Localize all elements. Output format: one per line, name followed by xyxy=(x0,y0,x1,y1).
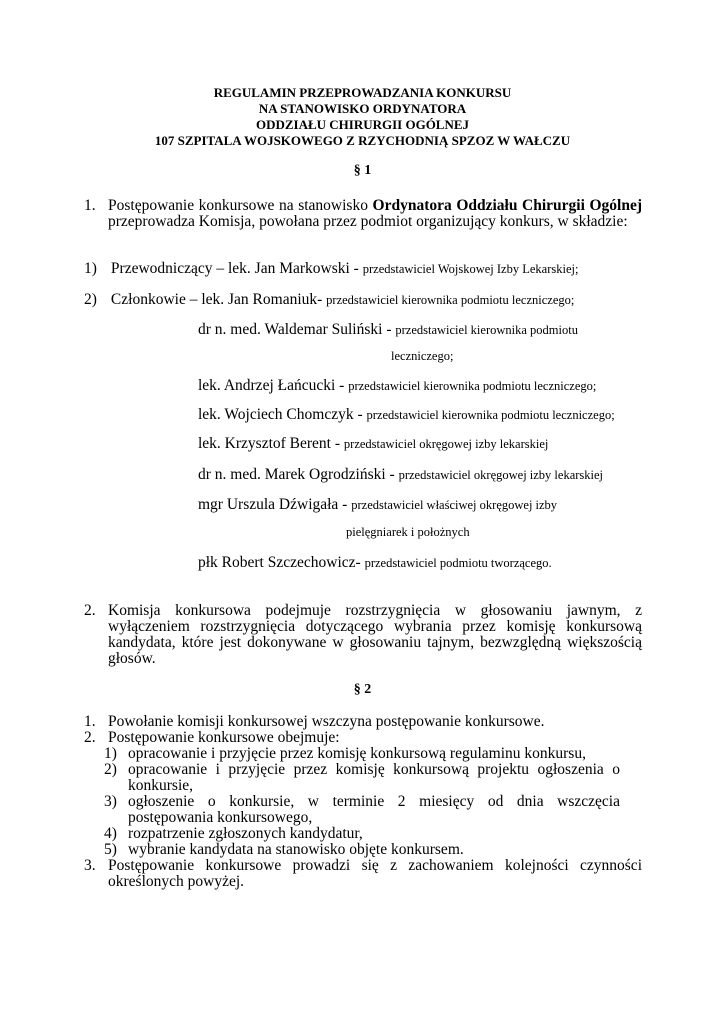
item-text: opracowanie i przyjęcie przez komisję konkursową regulaminu konkursu, xyxy=(128,745,586,762)
section-1-heading: § 1 xyxy=(353,163,372,178)
item-number: 2) xyxy=(104,761,117,778)
member-name: lek. Andrzej Łańcucki - xyxy=(198,377,349,394)
item-number: 1. xyxy=(84,713,96,730)
member-row xyxy=(198,377,596,395)
item-number: 1) xyxy=(84,260,97,277)
item-text: opracowanie i przyjęcie przez komisję konkursową projektu ogłoszenia o konkursie, xyxy=(128,761,620,794)
member-role: przedstawiciel podmiotu tworzącego. xyxy=(364,556,552,570)
chair-name: Przewodniczący – lek. Jan Markowski - xyxy=(110,260,363,277)
member-row xyxy=(198,466,603,484)
title-line: NA STANOWISKO ORDYNATORA xyxy=(258,101,467,116)
member-row xyxy=(198,435,548,453)
item-number: 2. xyxy=(84,729,96,746)
member-role: przedstawiciel kierownika podmiotu leczniczego; xyxy=(348,379,597,393)
item-text: rozpatrzenie zgłoszonych kandydatur, xyxy=(128,825,363,842)
item-number: 4) xyxy=(104,825,117,842)
member-name: dr n. med. Marek Ogrodziński - xyxy=(198,466,399,483)
chair-role: przedstawiciel Wojskowej Izby Lekarskiej; xyxy=(362,262,579,276)
member-role-continued: leczniczego; xyxy=(391,349,454,363)
committee-chair xyxy=(84,260,578,278)
text-run: Postępowanie konkursowe na stanowisko xyxy=(108,197,373,214)
item-text: ogłoszenie o konkursie, w terminie 2 miesięcy od dnia wszczęcia postępowania konkursowego, xyxy=(128,793,620,826)
member-role: przedstawiciel właściwej okręgowej izby xyxy=(351,498,558,512)
item-text: wybranie kandydata na stanowisko objęte konkursem. xyxy=(128,841,464,858)
item-text: Powołanie komisji konkursowej wszczyna postępowanie konkursowe. xyxy=(108,713,545,730)
member-name: lek. Wojciech Chomczyk - xyxy=(198,406,367,423)
paragraph-number: 2. xyxy=(84,602,96,619)
item-text: Postępowanie konkursowe obejmuje: xyxy=(108,729,340,746)
paragraph-2 xyxy=(84,603,642,667)
member-role: przedstawiciel okręgowej izby lekarskiej xyxy=(343,437,549,451)
member-name: mgr Urszula Dźwigała - xyxy=(198,496,352,513)
member-row xyxy=(198,554,552,572)
paragraph-text xyxy=(108,198,642,230)
member-name: płk Robert Szczechowicz- xyxy=(198,554,365,571)
paragraph-text: Komisja konkursowa podejmuje rozstrzygnięcia w głosowaniu jawnym, z wyłączeniem rozstrzygnięcia dotyczącego wybrania przez komisję konkursową kandydata, które jest dokonywane w głosowaniu tajnym, bezwzględną większością głosów. xyxy=(108,602,642,667)
item-number: 1) xyxy=(104,745,117,762)
member-role: przedstawiciel kierownika podmiotu leczniczego; xyxy=(366,408,615,422)
committee-members-head xyxy=(84,291,574,309)
document-title xyxy=(0,85,725,149)
member-name: Członkowie – lek. Jan Romaniuk- xyxy=(110,291,327,308)
paragraph-number: 1. xyxy=(84,197,96,214)
item-number: 5) xyxy=(104,841,117,858)
member-name: dr n. med. Waldemar Suliński - xyxy=(198,321,396,338)
section-2-heading: § 2 xyxy=(353,682,372,697)
member-name: lek. Krzysztof Berent - xyxy=(198,435,344,452)
paragraph-1 xyxy=(84,198,642,230)
member-role-continued: pielęgniarek i położnych xyxy=(346,525,470,539)
title-line: REGULAMIN PRZEPROWADZANIA KONKURSU xyxy=(213,85,512,100)
text-run: przeprowadza Komisja, powołana przez podmiot organizujący konkurs, w składzie: xyxy=(108,213,628,230)
member-row xyxy=(198,406,615,424)
item-number: 3) xyxy=(104,793,117,810)
item-number: 2) xyxy=(84,291,97,308)
item-text: Postępowanie konkursowe prowadzi się z zachowaniem kolejności czynności określonych powyżej. xyxy=(108,857,642,890)
member-role: przedstawiciel kierownika podmiotu xyxy=(395,323,578,337)
member-role: przedstawiciel kierownika podmiotu leczniczego; xyxy=(326,293,575,307)
title-line: 107 SZPITALA WOJSKOWEGO Z RZYCHODNIĄ SPZOZ W WAŁCZU xyxy=(154,133,571,148)
member-role: przedstawiciel okręgowej izby lekarskiej xyxy=(398,468,604,482)
member-row xyxy=(198,496,557,514)
list-item xyxy=(84,858,642,890)
member-row xyxy=(198,321,578,339)
title-line: ODDZIAŁU CHIRURGII OGÓLNEJ xyxy=(255,117,470,132)
bold-text: Ordynatora Oddziału Chirurgii Ogólnej xyxy=(372,197,643,214)
item-number: 3. xyxy=(84,857,96,874)
